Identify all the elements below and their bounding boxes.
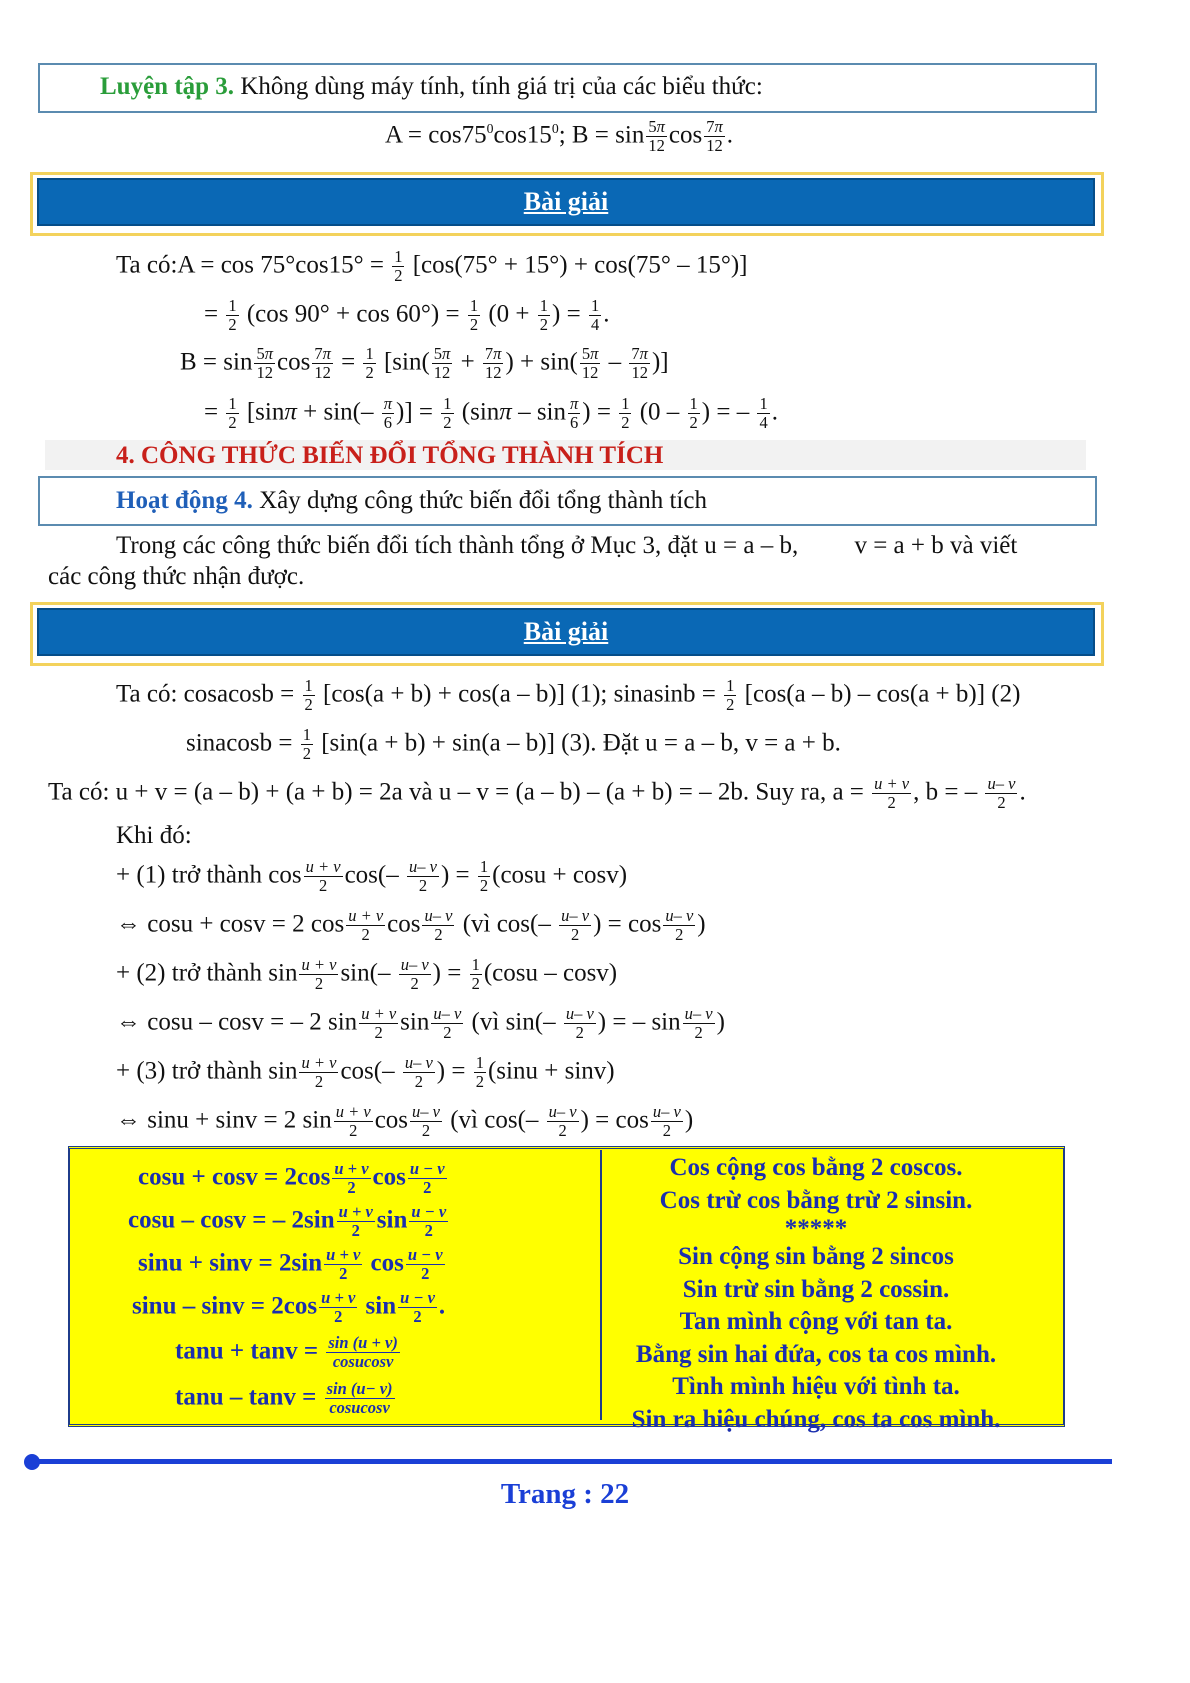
formula-products-line2: sinacosb = $\frac{1}{2}$ [sin(a + b) + sin(a – b)] (3). Đặt u = a – b, v = a + b. [186, 725, 841, 764]
solution-banner-1 [37, 178, 1095, 226]
practice-line [100, 74, 763, 99]
poem-line: Bằng sin hai đứa, cos ta cos mình. [635, 1340, 997, 1368]
solution-b-line1: B = sin $\frac{5\pi}{12}$ cos $\frac{7\pi}{12}$ = $\frac{1}{2}$ [sin( $\frac{5\pi}{12}$ + $\frac{7\pi}{12}$ ) + sin( $\frac{5\pi}{12}$ – $\frac{7\pi}{12}$ )] [180, 344, 669, 383]
footer-line [32, 1459, 1112, 1464]
summary-cos-diff: cosu – cosv = – 2sin $\frac{u + v}{2}$ sin $\frac{u - v}{2}$ [128, 1202, 447, 1241]
poem-line: Tình mình hiệu với tình ta. [672, 1373, 960, 1400]
summary-sin-diff: sinu – sinv = 2cos $\frac{u + v}{2}$ sin $\frac{u - v}{2}$ . [132, 1288, 446, 1327]
section-title: 4. CÔNG THỨC BIẾN ĐỔI TỔNG THÀNH TÍCH [116, 442, 664, 469]
poem-line: Tan mình cộng với tan ta. [679, 1308, 953, 1335]
summary-cos-sum: cosu + cosv = 2cos $\frac{u + v}{2}$ cos $\frac{u - v}{2}$ [138, 1159, 445, 1198]
summary-sin-sum: sinu + sinv = 2sin $\frac{u + v}{2}$ cos $\frac{u - v}{2}$ [138, 1245, 443, 1284]
practice-label: Luyện tập 3. [100, 73, 235, 100]
practice-expression: $A = \cos 75^0\cos 15^0$; B = sin $\frac{5\pi}{12}$ cos $\frac{7\pi}{12}$ . [385, 117, 733, 156]
poem-line: Sin cộng sin bằng 2 sincos [678, 1243, 954, 1270]
formula-products-line1: Ta có: cosacosb = $\frac{1}{2}$ [cos(a + b) + cos(a – b)] (1); sinasinb = $\frac{1}{2}$ [cos(a – b) – cos(a + b)] (2) [116, 676, 1021, 715]
activity-body-line1: Trong các công thức biến đổi tích thành tổng ở Mục 3, đặt u = a – b, v = a + b và viết [116, 532, 1018, 559]
khi-do: Khi đó: [116, 822, 192, 849]
activity-line [116, 488, 707, 513]
activity-text: Xây dựng công thức biến đổi tổng thành tích [252, 487, 707, 514]
derivation-3a: + (3) trở thành sin $\frac{u + v}{2}$ cos(– $\frac{u- v}{2}$ ) = $\frac{1}{2}$ (sinu + sinv) [116, 1053, 615, 1092]
solution-a-line2: = $\frac{1}{2}$ (cos 90° + cos 60°) = $\frac{1}{2}$ (0 + $\frac{1}{2}$ ) = $\frac{1}{4}$ . [204, 296, 610, 335]
activity-label: Hoạt động 4. [116, 487, 253, 514]
summary-tan-sum: tanu + tanv = $\frac{\sin (u + v)}{\text{cosucosv}}$ [175, 1333, 398, 1372]
practice-text: Không dùng máy tính, tính giá trị của các biểu thức: [234, 73, 763, 100]
poem-line: ***** [784, 1215, 848, 1242]
derivation-3b: ⇔ sinu + sinv = 2 sin $\frac{u + v}{2}$ cos $\frac{u- v}{2}$ (vì cos(– $\frac{u- v}{2}$ ) = cos $\frac{u- v}{2}$ ) [116, 1102, 694, 1141]
solution-banner-2 [37, 608, 1095, 656]
derivation-1a: + (1) trở thành cos $\frac{u + v}{2}$ cos(– $\frac{u- v}{2}$ ) = $\frac{1}{2}$ (cosu + cosv) [116, 857, 628, 896]
page-number: Trang : 22 [500, 1478, 630, 1510]
mnemonic-poem [576, 1152, 1056, 1436]
solution-banner-label-1: Bài giải [523, 187, 609, 216]
substitution-line: Ta có: u + v = (a – b) + (a + b) = 2a và u – v = (a – b) – (a + b) = – 2b. Suy ra, a = $\frac{u + v}{2}$ , b = – $\frac{u- v}{2}$ . [48, 774, 1026, 813]
poem-line: Cos trừ cos bằng trừ 2 sinsin. [659, 1186, 973, 1214]
summary-tan-diff: tanu – tanv = $\frac{\sin (u- v)}{\text{cosucosv}}$ [175, 1379, 393, 1418]
solution-banner-label-2: Bài giải [523, 617, 609, 646]
poem-line: Sin ra hiệu chúng, cos ta cos mình. [631, 1405, 1001, 1433]
derivation-2a: + (2) trở thành sin $\frac{u + v}{2}$ sin(– $\frac{u- v}{2}$ ) = $\frac{1}{2}$ (cosu – cosv) [116, 955, 618, 994]
derivation-1b: ⇔ cosu + cosv = 2 cos $\frac{u + v}{2}$ cos $\frac{u- v}{2}$ (vì cos(– $\frac{u- v}{2}$ ) = cos $\frac{u- v}{2}$ ) [116, 906, 706, 945]
solution-a-line1: Ta có:A = cos 75°cos15° = $\frac{1}{2}$ [cos(75° + 15°) + cos(75° – 15°)] [116, 247, 748, 286]
poem-line: Cos cộng cos bằng 2 coscos. [669, 1154, 963, 1181]
derivation-2b: ⇔ cosu – cosv = – 2 sin $\frac{u + v}{2}$ sin $\frac{u- v}{2}$ (vì sin(– $\frac{u- v}{2}$ ) = – sin $\frac{u- v}{2}$ ) [116, 1004, 725, 1043]
poem-line: Sin trừ sin bằng 2 cossin. [682, 1275, 950, 1303]
solution-b-line2: = $\frac{1}{2}$ [sinπ + sin(– $\frac{\pi}{6}$ )] = $\frac{1}{2}$ (sinπ – sin $\frac{\pi}{6}$ ) = $\frac{1}{2}$ (0 – $\frac{1}{2}$ ) = – $\frac{1}{4}$ . [204, 394, 778, 433]
activity-body-line2: các công thức nhận được. [48, 563, 305, 590]
